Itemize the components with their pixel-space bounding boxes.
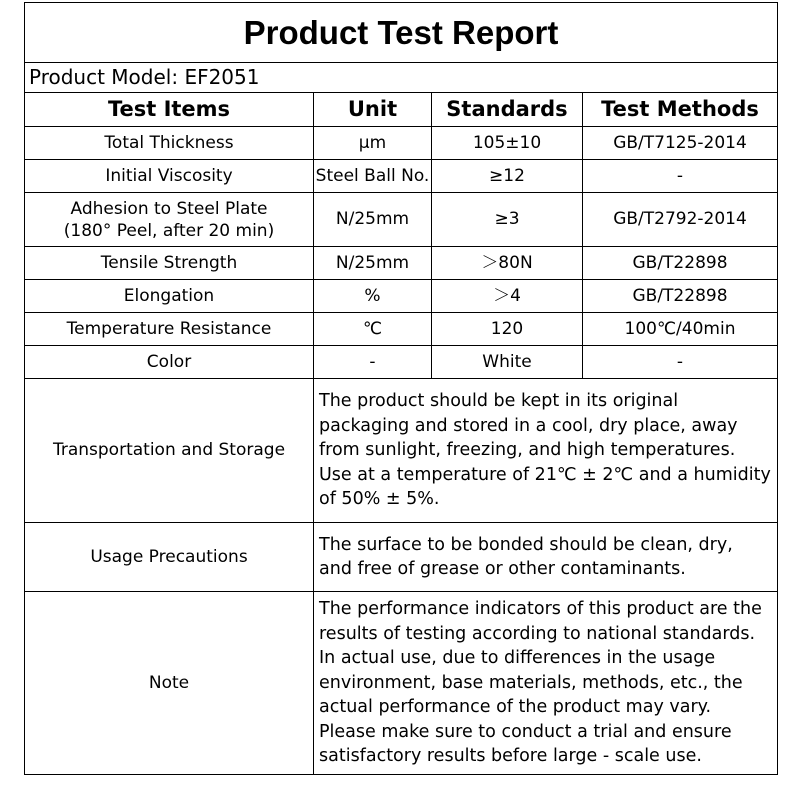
note-label: Note — [25, 592, 314, 775]
test-item-line-1: Adhesion to Steel Plate — [70, 198, 268, 219]
unit-value: N/25mm — [314, 247, 432, 280]
test-item: Tensile Strength — [25, 247, 314, 280]
test-item-line-2: (180° Peel, after 20 min) — [63, 220, 275, 241]
unit-value: ℃ — [314, 313, 432, 346]
unit-value: - — [314, 346, 432, 379]
header-test-items: Test Items — [25, 93, 314, 127]
table-row — [25, 193, 778, 247]
storage-row — [25, 379, 778, 523]
usage-label: Usage Precautions — [25, 523, 314, 592]
method-value: GB/T2792-2014 — [583, 193, 778, 247]
header-unit: Unit — [314, 93, 432, 127]
header-row — [25, 93, 778, 127]
standard-value: 120 — [432, 313, 583, 346]
standard-value: ＞4 — [432, 280, 583, 313]
model-row — [25, 63, 778, 93]
header-test-methods: Test Methods — [583, 93, 778, 127]
method-value: - — [583, 160, 778, 193]
report-title: Product Test Report — [25, 3, 778, 63]
method-value: - — [583, 346, 778, 379]
storage-text: The product should be kept in its original packaging and stored in a cool, dry place, away from sunlight, freezing, and high temperatures. Use at a temperature of 21℃ ± 2℃ and a humidity of 50% ± 5%. — [314, 379, 778, 523]
table-row — [25, 160, 778, 193]
method-value: 100℃/40min — [583, 313, 778, 346]
standard-value: 105±10 — [432, 127, 583, 160]
table-row — [25, 313, 778, 346]
note-row — [25, 592, 778, 775]
table-row — [25, 280, 778, 313]
title-row — [25, 3, 778, 63]
unit-value: μm — [314, 127, 432, 160]
test-item: Temperature Resistance — [25, 313, 314, 346]
note-text: The performance indicators of this product are the results of testing according to national standards. In actual use, due to differences in the usage environment, base materials, methods, etc., the actual performance of the product may vary. Please make sure to conduct a trial and ensure satisfactory results before large - scale use. — [314, 592, 778, 775]
method-value: GB/T22898 — [583, 280, 778, 313]
unit-value: % — [314, 280, 432, 313]
method-value: GB/T7125-2014 — [583, 127, 778, 160]
table-row — [25, 247, 778, 280]
standard-value: ≥3 — [432, 193, 583, 247]
standard-value: White — [432, 346, 583, 379]
test-item: Color — [25, 346, 314, 379]
test-item: Initial Viscosity — [25, 160, 314, 193]
test-item: Elongation — [25, 280, 314, 313]
usage-text: The surface to be bonded should be clean, dry, and free of grease or other contaminants. — [314, 523, 778, 592]
unit-value: N/25mm — [314, 193, 432, 247]
header-standards: Standards — [432, 93, 583, 127]
storage-label: Transportation and Storage — [25, 379, 314, 523]
table-row — [25, 346, 778, 379]
test-item: Total Thickness — [25, 127, 314, 160]
standard-value: ≥12 — [432, 160, 583, 193]
test-report-table — [24, 2, 778, 775]
standard-value: ＞80N — [432, 247, 583, 280]
table-row — [25, 127, 778, 160]
unit-value: Steel Ball No. — [314, 160, 432, 193]
test-item — [25, 193, 314, 247]
method-value: GB/T22898 — [583, 247, 778, 280]
product-model: Product Model: EF2051 — [25, 63, 778, 93]
usage-row — [25, 523, 778, 592]
